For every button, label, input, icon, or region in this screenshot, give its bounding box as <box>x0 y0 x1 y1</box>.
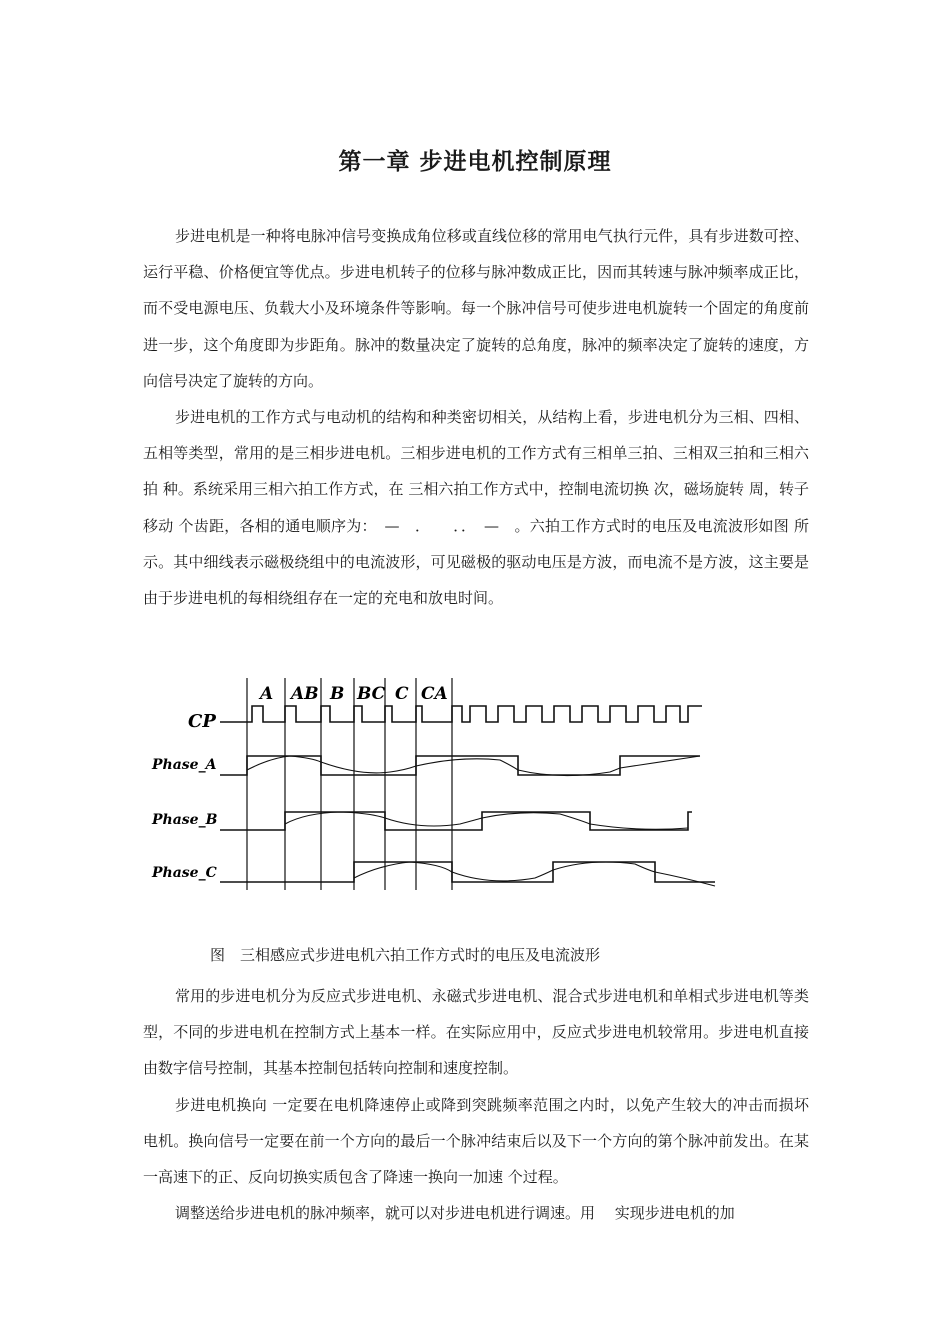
paragraph-3: 常用的步进电机分为反应式步进电机、永磁式步进电机、混合式步进电机和单相式步进电机等类型，不同的步进电机在控制方式上基本一样。在实际应用中，反应式步进电机较常用。步进电机直接由数字信号控制，其基本控制包括转向控制和速度控制。 <box>143 987 809 1078</box>
step-label-c: C <box>395 684 409 704</box>
paragraph-1: 步进电机是一种将电脉冲信号变换成角位移或直线位移的常用电气执行元件，具有步进数可控、运行平稳、价格便宜等优点。步进电机转子的位移与脉冲数成正比，因而其转速与脉冲频率成正比，而不受电源电压、负载大小及环境条件等影响。每一个脉冲信号可使步进电机旋转一个固定的角度前进一步，这个角度即为步距角。脉冲的数量决定了旋转的总角度，脉冲的频率决定了旋转的速度，方向信号决定了旋转的方向。 <box>143 227 809 390</box>
step-label-a: A <box>260 684 274 704</box>
step-label-ab: AB <box>291 684 319 704</box>
phase-a-current <box>247 756 700 776</box>
figure-caption: 图 三相感应式步进电机六拍工作方式时的电压及电流波形 <box>210 946 601 964</box>
step-label-b: B <box>330 684 345 704</box>
step-label-ca: CA <box>421 684 448 704</box>
cp-waveform <box>220 706 702 722</box>
chapter-title: 第一章 步进电机控制原理 <box>338 149 612 175</box>
phase-a-voltage <box>220 756 700 775</box>
paragraph-2: 步进电机的工作方式与电动机的结构和种类密切相关，从结构上看，步进电机分为三相、四相、五相等类型，常用的是三相步进电机。三相步进电机的工作方式有三相单三拍、三相双三拍和三相六拍 种。系统采用三相六拍工作方式，在 三相六拍工作方式中，控制电流切换 次，磁场旋转 周，转子移动 个齿距，各相的通电顺序为： — ． ．． — 。六拍工作方式时的电压及电流波形如图 所示。其中细线表示磁极绕组中的电流波形，可见磁极的驱动电压是方波，而电流不是方波，这主要是由于步进电机的每相绕组存在一定的充电和放电时间。 <box>143 408 809 608</box>
signal-label-cp: CP <box>188 711 216 732</box>
phase-b-current <box>285 812 688 829</box>
paragraph-4: 步进电机换向 一定要在电机降速停止或降到突跳频率范围之内时，以免产生较大的冲击而损坏电机。换向信号一定要在前一个方向的最后一个脉冲结束后以及下一个方向的第个脉冲前发出。在某一高速下的正、反向切换实质包含了降速一换向一加速 个过程。 <box>143 1096 809 1187</box>
signal-label-phase-c: Phase_C <box>152 865 217 881</box>
phase-c-voltage <box>220 862 715 882</box>
signal-label-phase-a: Phase_A <box>152 757 217 773</box>
signal-label-phase-b: Phase_B <box>152 812 218 828</box>
step-label-bc: BC <box>357 684 386 704</box>
paragraph-5: 调整送给步进电机的脉冲频率，就可以对步进电机进行调速。用 实现步进电机的加 <box>175 1204 735 1222</box>
waveform-figure <box>140 672 730 902</box>
